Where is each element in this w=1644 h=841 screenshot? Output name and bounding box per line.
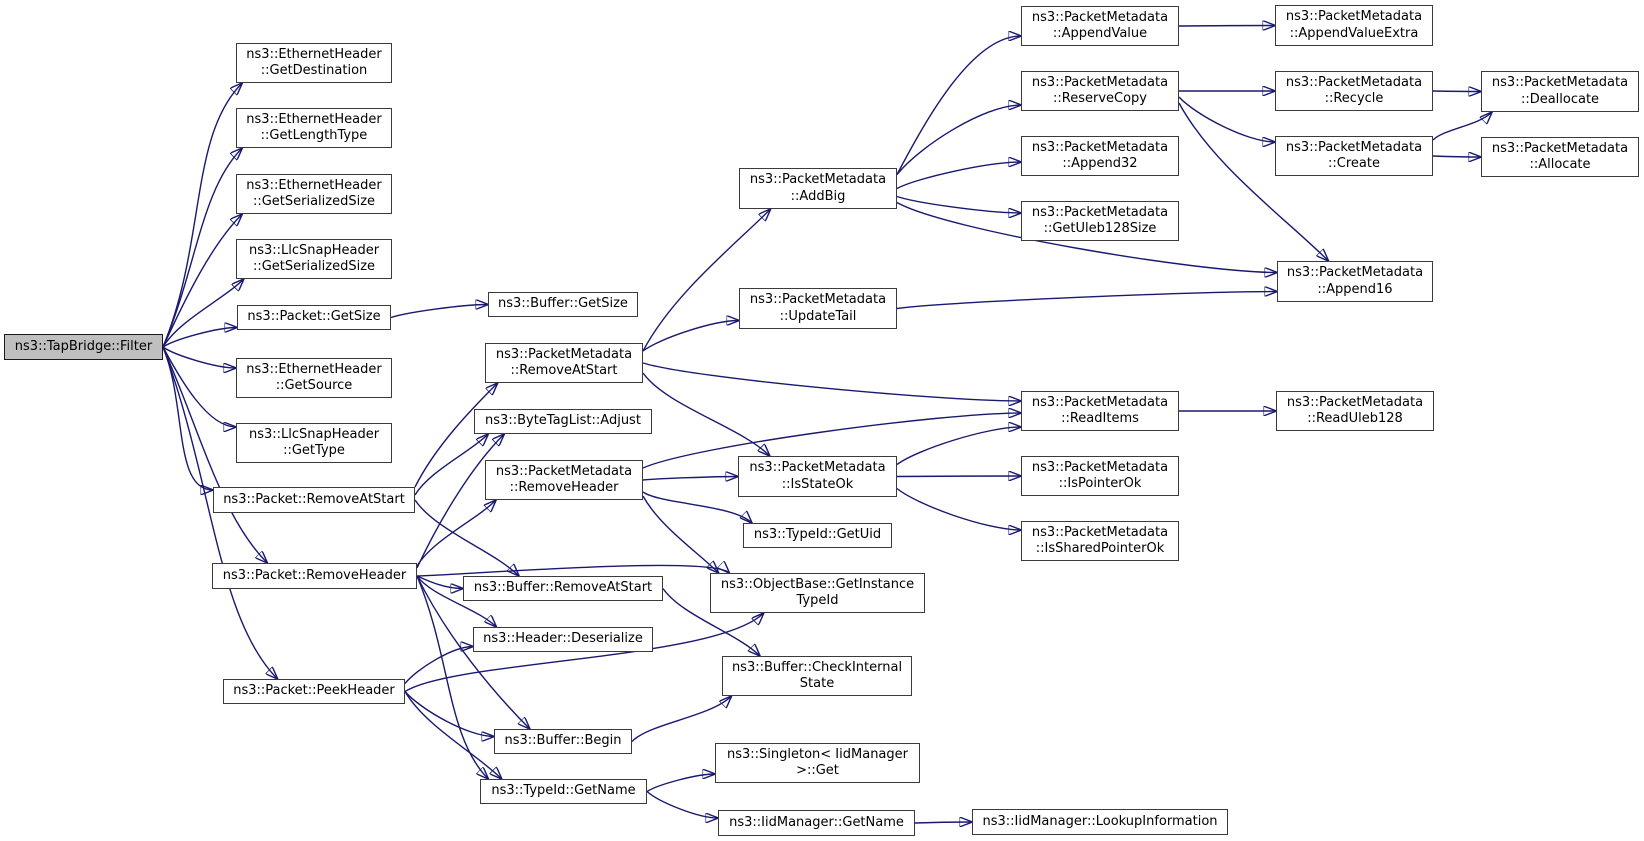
node-label-line: ::GetSerializedSize <box>252 259 376 274</box>
node-label-line: ns3::PacketMetadata <box>1031 74 1169 90</box>
node-label-line: ::IsStateOk <box>781 476 854 492</box>
graph-node-pm-allocate[interactable] <box>1481 137 1639 177</box>
graph-node-pm-isstateok[interactable] <box>738 456 897 497</box>
edge-pkt-peekheader--buf-begin <box>405 692 494 737</box>
graph-node-pm-appendvalueextra[interactable] <box>1275 5 1433 46</box>
graph-node-eth-getserializedsize[interactable] <box>236 174 392 214</box>
graph-node-hdr-deserialize[interactable] <box>473 627 653 652</box>
node-label-line: ns3::Packet::PeekHeader <box>233 683 395 699</box>
graph-node-filter <box>4 334 163 360</box>
node-label-line: ns3::PacketMetadata <box>1491 140 1629 156</box>
edge-pkt-getsize--buf-getsize <box>391 305 488 318</box>
node-label-line: ::Append32 <box>1062 156 1138 171</box>
edge-pm-create--pm-allocate <box>1433 156 1481 157</box>
node-label-line: ns3::PacketMetadata <box>1286 265 1424 280</box>
edge-pm-removeatstart--pm-readitems <box>643 363 1021 401</box>
node-label-line: ns3::PacketMetadata <box>1031 394 1169 410</box>
edge-pkt-removeatstart--buf-removeatstart <box>415 500 519 576</box>
graph-node-pm-removeheader[interactable] <box>485 460 643 500</box>
node-label-line: ::AppendValue <box>1052 26 1148 41</box>
node-label-line: ns3::PacketMetadata <box>749 460 886 475</box>
graph-node-typeid-getname[interactable] <box>480 779 647 804</box>
graph-node-pm-ispointerok[interactable] <box>1021 456 1179 496</box>
node-label-line: ns3::PacketMetadata <box>749 172 887 187</box>
node-label-line: ns3::PacketMetadata <box>1285 74 1423 90</box>
edge-pm-removeatstart--pm-addbig <box>643 209 771 351</box>
graph-node-llc-gettype[interactable] <box>236 423 392 463</box>
graph-node-pkt-getsize[interactable] <box>237 305 391 330</box>
graph-node-buf-removeatstart[interactable] <box>463 576 663 601</box>
graph-node-pm-deallocate[interactable] <box>1481 71 1639 112</box>
graph-node-pm-readuleb128[interactable] <box>1276 391 1434 431</box>
edge-pkt-peekheader--objbase-getinstancetypeid <box>405 613 764 692</box>
graph-node-buf-getsize[interactable] <box>488 292 638 317</box>
node-label-line: ns3::Buffer::Begin <box>504 733 622 749</box>
node-label-line: ns3::Singleton< IidManager <box>726 746 908 762</box>
graph-node-pm-getuleb128size[interactable] <box>1021 201 1179 241</box>
edge-pm-isstateok--pm-ispointerok <box>897 476 1021 477</box>
graph-node-eth-getlengthtype[interactable] <box>236 108 392 148</box>
node-label-line: >::Get <box>796 763 839 778</box>
graph-node-pm-removeatstart[interactable] <box>485 343 643 383</box>
node-label-line: ::RemoveHeader <box>509 480 619 495</box>
node-label-line: ::RemoveAtStart <box>510 363 618 378</box>
node-label-line: ::UpdateTail <box>779 308 857 324</box>
graph-node-pm-reservecopy[interactable] <box>1021 71 1179 111</box>
edge-pm-reservecopy--pm-create <box>1179 97 1275 142</box>
node-label-line: ns3::Buffer::GetSize <box>498 296 628 312</box>
edge-pm-addbig--pm-appendvalue <box>897 36 1021 175</box>
node-label-line: ns3::PacketMetadata <box>1285 9 1423 24</box>
edge-pkt-removeheader--objbase-getinstancetypeid <box>417 565 729 576</box>
node-label-line: ns3::TapBridge::Filter <box>14 338 153 354</box>
node-label-line: ::ReserveCopy <box>1053 91 1147 106</box>
node-label-line: ns3::IidManager::GetName <box>729 814 904 830</box>
graph-node-pm-addbig[interactable] <box>739 168 897 209</box>
graph-node-pm-append32[interactable] <box>1021 136 1179 176</box>
node-label-line: ::GetSource <box>275 378 353 393</box>
edge-pkt-peekheader--hdr-deserialize <box>405 647 473 684</box>
node-label-line: ns3::Packet::RemoveAtStart <box>223 491 405 507</box>
node-label-line: ::Allocate <box>1529 157 1591 172</box>
node-label-line: ns3::ObjectBase::GetInstance <box>720 576 915 592</box>
graph-node-pm-updatetail[interactable] <box>739 288 897 329</box>
edge-typeid-getname--singleton-get <box>647 774 715 792</box>
node-label-line: ns3::LlcSnapHeader <box>248 426 380 442</box>
edge-pkt-removeheader--typeid-getname <box>417 576 488 779</box>
graph-node-pm-readitems[interactable] <box>1021 391 1179 431</box>
node-label-line: ns3::PacketMetadata <box>1031 139 1169 155</box>
node-label-line: ns3::EthernetHeader <box>246 177 382 193</box>
node-label-line: ns3::Packet::GetSize <box>247 309 381 325</box>
node-label-line: ns3::PacketMetadata <box>495 463 633 479</box>
node-label-line: ::Deallocate <box>1520 91 1600 107</box>
edge-typeid-getname--iidmgr-getname <box>647 792 718 819</box>
node-label-line: ns3::PacketMetadata <box>1031 459 1169 475</box>
graph-node-pm-recycle[interactable] <box>1275 71 1433 111</box>
edge-pm-recycle--pm-deallocate <box>1433 91 1481 92</box>
node-label-line: ::GetLengthType <box>260 128 368 143</box>
node-label-line: ::GetType <box>283 443 345 458</box>
node-label-line: ns3::IidManager::LookupInformation <box>982 813 1218 829</box>
node-label-line: ns3::PacketMetadata <box>1031 524 1169 540</box>
node-label-line: ::IsPointerOk <box>1058 476 1142 491</box>
node-label-line: ns3::EthernetHeader <box>246 111 382 127</box>
graph-node-iidmgr-lookupinformation[interactable] <box>972 809 1228 835</box>
node-label-line: ns3::PacketMetadata <box>1031 9 1169 25</box>
graph-node-buf-checkinternalstate[interactable] <box>722 656 912 696</box>
node-label-line: ::GetUleb128Size <box>1043 221 1157 236</box>
node-label-line: ns3::PacketMetadata <box>495 346 633 362</box>
node-label-line: State <box>799 676 835 691</box>
node-label-line: ::IsSharedPointerOk <box>1035 541 1165 556</box>
edge-pm-updatetail--pm-append16 <box>897 292 1277 309</box>
node-label-line: ::Recycle <box>1324 91 1384 106</box>
graph-node-pm-issharedpointerok[interactable] <box>1021 521 1179 561</box>
graph-node-eth-getdest[interactable] <box>236 43 392 83</box>
edge-buf-begin--buf-checkinternalstate <box>632 696 732 742</box>
graph-node-typeid-getuid[interactable] <box>743 523 892 548</box>
node-label-line: ns3::PacketMetadata <box>1491 75 1629 90</box>
edge-pm-isstateok--pm-issharedpointerok <box>897 489 1021 531</box>
node-label-line: ns3::Buffer::RemoveAtStart <box>473 580 653 596</box>
node-label-line: ns3::TypeId::GetName <box>491 783 636 799</box>
graph-node-iidmgr-getname[interactable] <box>718 810 915 836</box>
node-label-line: ns3::EthernetHeader <box>246 46 382 62</box>
edge-filter--eth-getdest <box>163 83 242 347</box>
edge-pm-reservecopy--pm-append16 <box>1179 103 1328 261</box>
edge-pkt-removeheader--pm-removeheader <box>417 500 496 566</box>
node-label-line: ns3::PacketMetadata <box>1286 394 1424 410</box>
edge-pm-isstateok--pm-readitems <box>897 427 1021 465</box>
node-label-line: ::ReadUleb128 <box>1307 411 1403 426</box>
edge-filter--eth-getsource <box>163 347 236 368</box>
node-label-line: ns3::EthernetHeader <box>246 361 382 377</box>
node-label-line: ::Append16 <box>1317 281 1393 297</box>
edge-pm-appendvalue--pm-appendvalueextra <box>1179 26 1275 27</box>
graph-node-btl-adjust[interactable] <box>474 409 652 434</box>
node-label-line: ::ReadItems <box>1061 411 1139 426</box>
edge-iidmgr-getname--iidmgr-lookupinformation <box>915 822 972 823</box>
node-label-line: ::Create <box>1328 156 1380 171</box>
node-label-line: ::AppendValueExtra <box>1289 25 1419 41</box>
node-label-line: ns3::TypeId::GetUid <box>753 527 882 543</box>
graph-node-pm-create[interactable] <box>1275 136 1433 176</box>
node-label-line: TypeId <box>796 593 839 608</box>
graph-node-pm-append16[interactable] <box>1277 261 1433 302</box>
graph-node-pkt-peekheader[interactable] <box>223 679 405 704</box>
edge-pm-addbig--pm-append32 <box>897 162 1021 189</box>
node-label-line: ns3::Header::Deserialize <box>483 631 643 647</box>
edge-pm-removeheader--pm-isstateok <box>643 477 738 481</box>
graph-node-pm-appendvalue[interactable] <box>1021 6 1179 46</box>
edge-pkt-removeheader--btl-adjust <box>417 434 504 568</box>
graph-node-pkt-removeatstart[interactable] <box>213 487 415 513</box>
edge-filter--pkt-getsize <box>163 328 237 348</box>
graph-node-eth-getsource[interactable] <box>236 358 392 398</box>
graph-node-objbase-getinstancetypeid[interactable] <box>710 573 925 613</box>
edge-pkt-removeheader--buf-removeatstart <box>417 576 463 589</box>
graph-node-singleton-get[interactable] <box>715 743 920 783</box>
graph-node-buf-begin[interactable] <box>494 729 632 754</box>
edge-pm-removeatstart--pm-updatetail <box>643 321 739 352</box>
edge-pm-create--pm-deallocate <box>1433 112 1492 140</box>
node-label-line: ns3::PacketMetadata <box>749 292 887 307</box>
node-label-line: ns3::PacketMetadata <box>1031 204 1169 220</box>
edge-filter--eth-getserializedsize <box>163 214 242 347</box>
node-label-line: ns3::LlcSnapHeader <box>248 242 380 258</box>
graph-node-llc-getserializedsize[interactable] <box>236 239 392 279</box>
node-label-line: ::AddBig <box>790 188 846 204</box>
node-label-line: ns3::PacketMetadata <box>1285 139 1423 155</box>
node-label-line: ns3::ByteTagList::Adjust <box>485 413 641 429</box>
node-label-line: ::GetDestination <box>260 63 368 78</box>
node-label-line: ns3::Packet::RemoveHeader <box>222 567 407 583</box>
node-label-line: ::GetSerializedSize <box>252 194 376 209</box>
node-label-line: ns3::Buffer::CheckInternal <box>731 659 903 675</box>
graph-node-pkt-removeheader[interactable] <box>212 563 417 589</box>
